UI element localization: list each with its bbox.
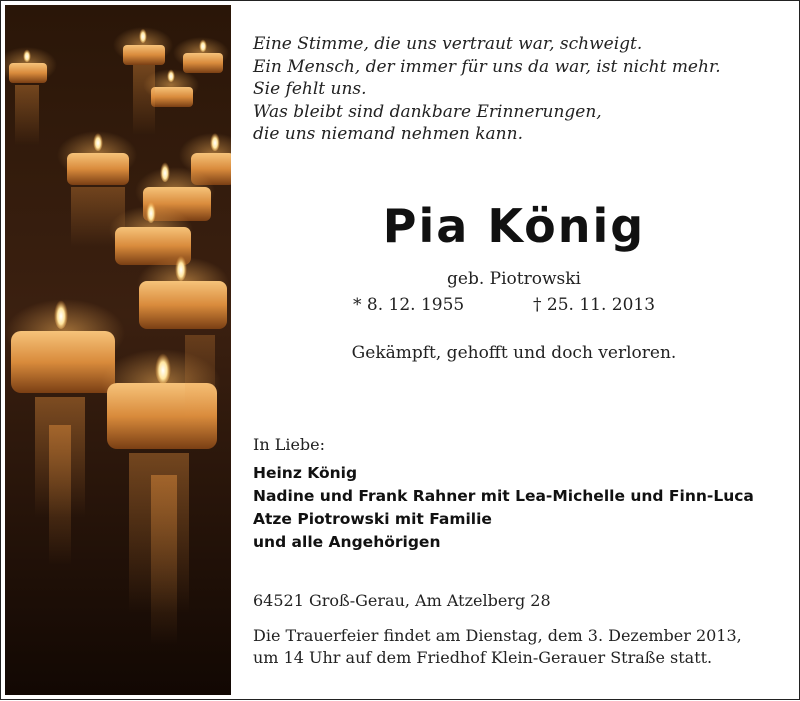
mourners-list — [253, 462, 754, 554]
funeral-line: Die Trauerfeier findet am Dienstag, dem 3. Dezember 2013, — [253, 626, 742, 645]
poem-line: Was bleibt sind dankbare Erinnerungen, — [253, 101, 602, 122]
mourner-name: Atze Piotrowski mit Familie — [253, 510, 492, 528]
mourner-name: Heinz König — [253, 464, 358, 482]
poem-line: Sie fehlt uns. — [253, 79, 367, 99]
mourner-name: und alle Angehörigen — [253, 533, 441, 551]
birth-name: geb. Piotrowski — [447, 269, 581, 289]
candles-illustration — [5, 5, 231, 695]
mourners-label: In Liebe: — [253, 435, 326, 454]
obituary-text — [231, 1, 797, 701]
poem-line: Ein Mensch, der immer für uns da war, ist nicht mehr. — [253, 56, 721, 77]
birth-date: * 8. 12. 1955 — [353, 295, 465, 315]
motto: Gekämpft, gehofft und doch verloren. — [351, 343, 677, 363]
candles-photo — [5, 5, 231, 695]
family-address: 64521 Groß-Gerau, Am Atzelberg 28 — [253, 591, 551, 610]
memorial-poem — [253, 33, 721, 146]
death-date: † 25. 11. 2013 — [533, 295, 656, 315]
funeral-line: um 14 Uhr auf dem Friedhof Klein-Gerauer Straße statt. — [253, 648, 713, 667]
poem-line: die uns niemand nehmen kann. — [253, 124, 523, 144]
poem-line: Eine Stimme, die uns vertraut war, schweigt. — [253, 34, 643, 54]
mourner-name: Nadine und Frank Rahner mit Lea-Michelle und Finn-Luca — [253, 487, 754, 505]
funeral-notice — [253, 625, 742, 669]
deceased-name: Pia König — [382, 199, 646, 253]
